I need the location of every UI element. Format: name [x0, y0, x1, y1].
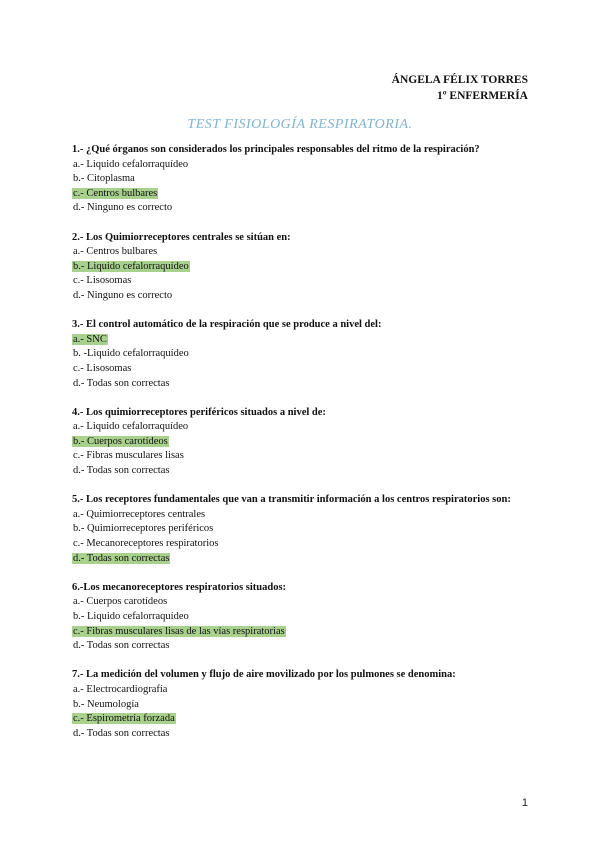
answer-option-text: d.- Todas son correctas — [73, 552, 170, 564]
answer-option-text: d.- Todas son correctas — [73, 377, 170, 389]
answer-option-text: c.- Lisosomas — [73, 275, 132, 287]
answer-option-text: b.- Liquido cefalorraquídeo — [73, 260, 189, 272]
question-block — [72, 143, 532, 216]
answer-option-text: a.- Liquido cefalorraquídeo — [73, 421, 189, 433]
question-block — [72, 406, 532, 479]
answer-option-text: d.- Ninguno es correcto — [73, 289, 173, 301]
answer-option — [72, 522, 532, 537]
answer-option — [72, 595, 532, 610]
course-name: 1º ENFERMERÍA — [436, 90, 528, 102]
question-text: 2.- Los Quimiorreceptores centrales se sitúan en: — [72, 231, 291, 243]
answer-option — [72, 172, 532, 187]
answer-option — [72, 289, 532, 304]
answer-option-text: d.- Todas son correctas — [73, 465, 170, 477]
page-title: TEST FISIOLOGÍA RESPIRATORIA. — [187, 117, 413, 132]
answer-option — [72, 362, 532, 377]
answer-option-text: d.- Todas son correctas — [73, 640, 170, 652]
answer-option — [72, 377, 532, 392]
answer-option-correct — [72, 625, 532, 640]
answer-option — [72, 698, 532, 713]
question-block — [72, 668, 532, 741]
answer-option — [72, 201, 532, 216]
answer-option-text: c.- Centros bulbares — [73, 187, 158, 199]
question-block — [72, 318, 532, 391]
answer-option-text: c.- Mecanoreceptores respiratorios — [73, 538, 219, 550]
answer-option-correct — [72, 187, 532, 202]
answer-option-correct — [72, 712, 532, 727]
answer-option — [72, 158, 532, 173]
answer-option — [72, 610, 532, 625]
answer-option — [72, 639, 532, 654]
author-name: ÁNGELA FÉLIX TORRES — [391, 74, 528, 86]
answer-option — [72, 420, 532, 435]
answer-option-text: c.- Espirometría forzada — [73, 713, 175, 725]
answer-option — [72, 727, 532, 742]
answer-option-text: b.- Quimiorreceptores periféricos — [73, 523, 214, 535]
question-text: 6.-Los mecanoreceptores respiratorios situados: — [72, 581, 287, 593]
question-block — [72, 493, 532, 566]
answer-option-text: d.- Ninguno es correcto — [73, 202, 173, 214]
question-text: 7.- La medición del volumen y flujo de aire movilizado por los pulmones se denomina: — [72, 669, 456, 681]
answer-option-text: b. -Liquido cefalorraquídeo — [73, 348, 189, 360]
answer-option — [72, 449, 532, 464]
page-number: 1 — [521, 797, 528, 809]
answer-option-correct — [72, 552, 532, 567]
question-text: 4.- Los quimiorreceptores periféricos situados a nivel de: — [72, 406, 326, 418]
answer-option-correct — [72, 260, 532, 275]
answer-option-text: a.- Cuerpos carotídeos — [73, 596, 168, 608]
answer-option-text: a.- SNC — [73, 333, 107, 345]
question-list — [72, 143, 532, 756]
question-block — [72, 231, 532, 304]
answer-option-text: b.- Neumología — [73, 698, 139, 710]
answer-option-text: b.- Citoplasma — [73, 173, 135, 185]
answer-option-text: a.- Quimiorreceptores centrales — [73, 508, 206, 520]
answer-option — [72, 347, 532, 362]
answer-option-text: a.- Liquido cefalorraquídeo — [73, 158, 189, 170]
answer-option — [72, 274, 532, 289]
question-text: 3.- El control automático de la respiración que se produce a nivel del: — [72, 319, 382, 331]
answer-option — [72, 537, 532, 552]
author-block — [392, 72, 528, 104]
answer-option-correct — [72, 333, 532, 348]
answer-option — [72, 245, 532, 260]
answer-option — [72, 683, 532, 698]
question-text: 5.- Los receptores fundamentales que van a transmitir información a los centros respiratorios son: — [72, 494, 511, 506]
answer-option-text: a.- Electrocardiografía — [73, 683, 168, 695]
answer-option-text: d.- Todas son correctas — [73, 727, 170, 739]
question-block — [72, 581, 532, 654]
answer-option-text: c.- Fibras musculares lisas — [73, 450, 184, 462]
answer-option — [72, 508, 532, 523]
answer-option-text: b.- Liquido cefalorraquídeo — [73, 611, 189, 622]
answer-option-correct — [72, 435, 532, 450]
answer-option-text: c.- Fibras musculares lisas de las vías respiratorias — [73, 625, 285, 637]
question-text: 1.- ¿Qué órganos son considerados los principales responsables del ritmo de la respiración? — [72, 144, 480, 155]
answer-option — [72, 464, 532, 479]
answer-option-text: c.- Lisosomas — [73, 362, 132, 374]
answer-option-text: b.- Cuerpos carotídeos — [73, 435, 168, 447]
answer-option-text: a.- Centros bulbares — [73, 246, 158, 258]
